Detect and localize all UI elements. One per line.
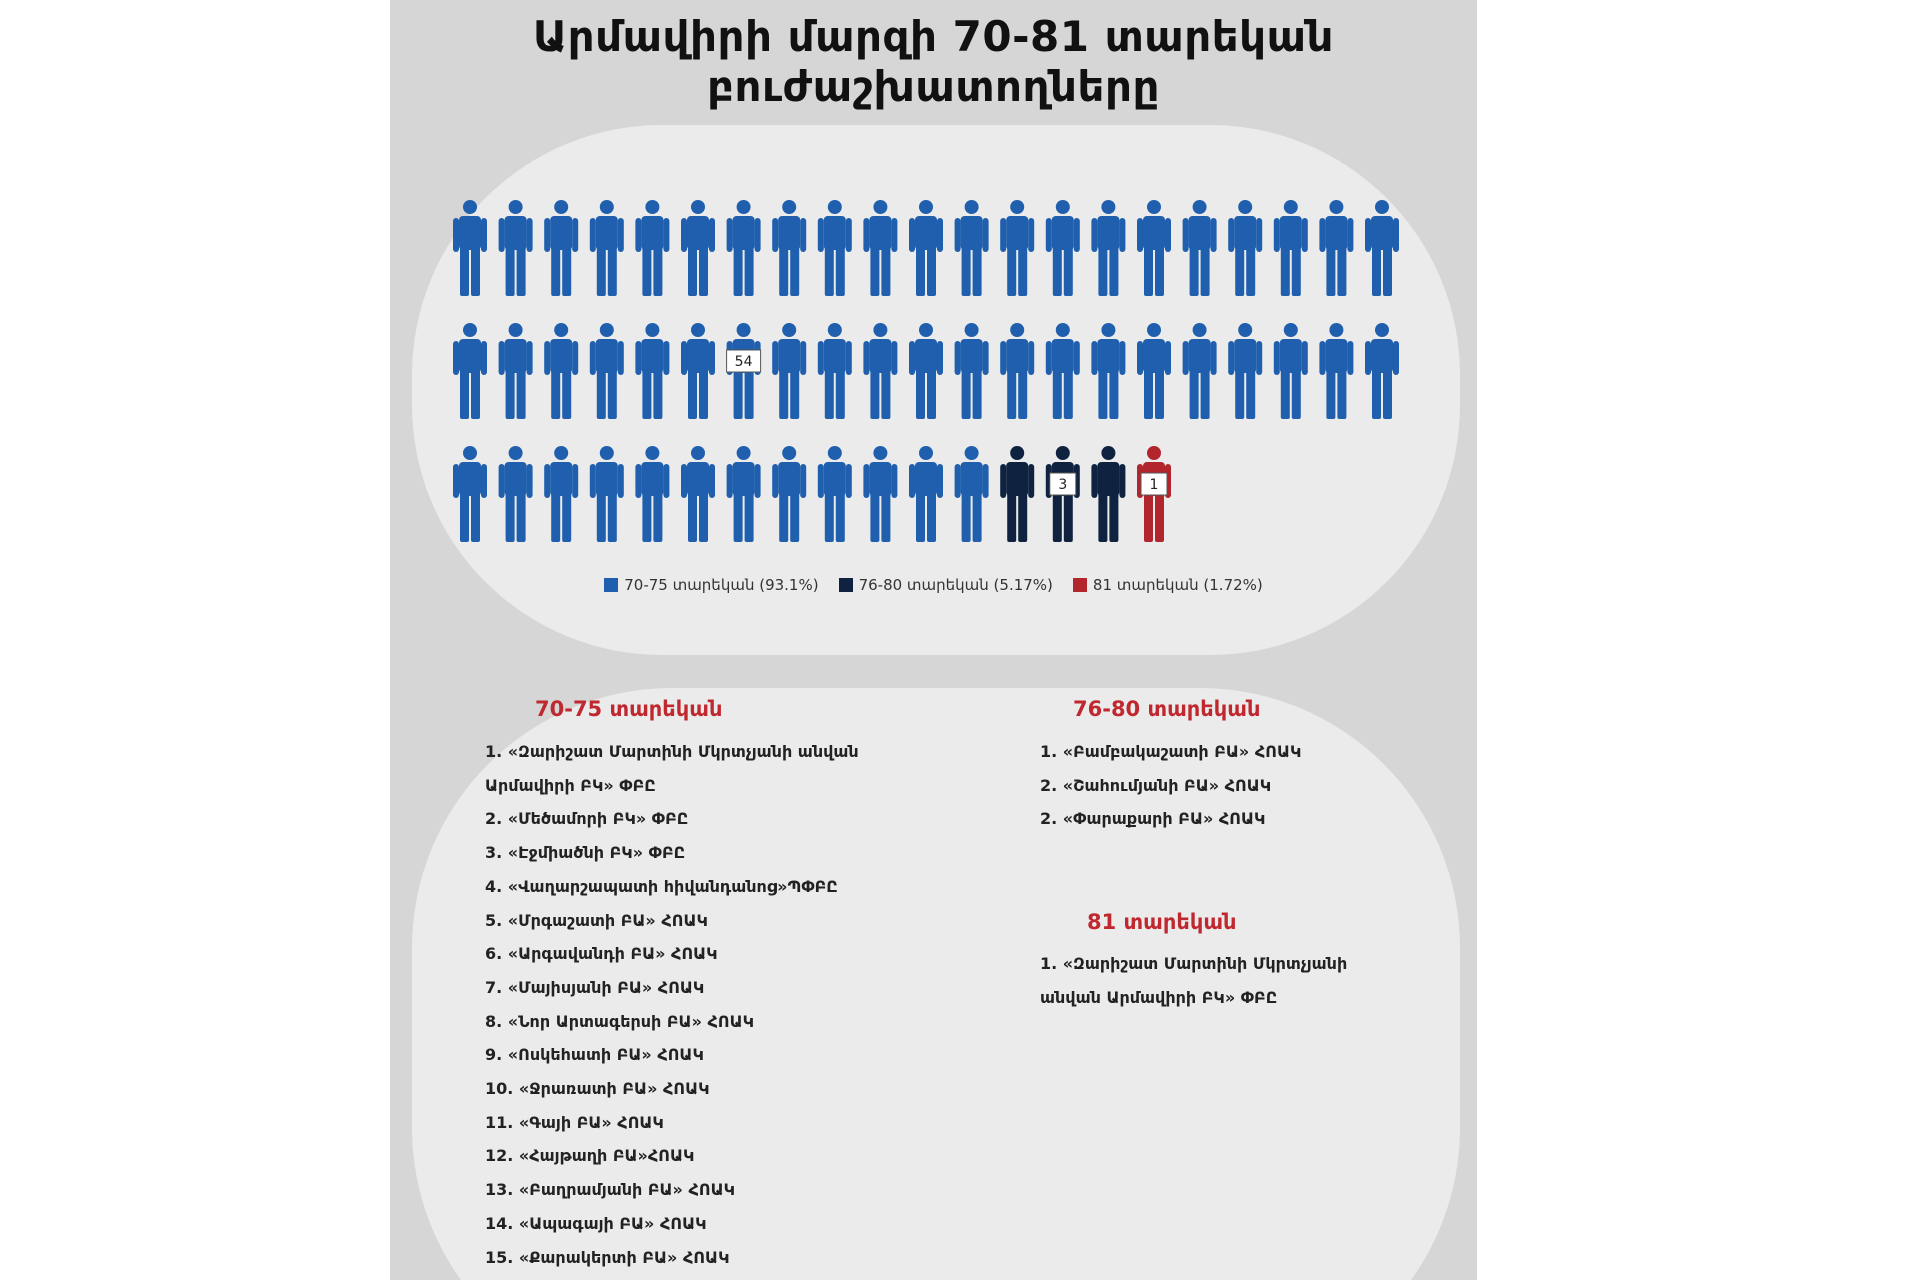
- person-icon: [453, 323, 487, 419]
- list-item: 12. «Հայթաղի ԲԱ»ՀՈԱԿ: [485, 1146, 695, 1166]
- person-icon: [681, 446, 715, 542]
- person-icon: [818, 446, 852, 542]
- person-icon: [818, 323, 852, 419]
- person-icon: [909, 446, 943, 542]
- person-icon: [1046, 200, 1080, 296]
- person-icon: [863, 323, 897, 419]
- person-icon: [453, 200, 487, 296]
- legend-swatch-81: [1073, 578, 1087, 592]
- data-label: [1050, 473, 1076, 495]
- person-icon: [909, 323, 943, 419]
- list-item: 1. «Բամբակաշատի ԲԱ» ՀՈԱԿ: [1040, 742, 1302, 761]
- heading-70-75: 70-75 տարեկան: [535, 697, 723, 721]
- legend-swatch-70-75: [604, 578, 618, 592]
- list-item: 8. «Նոր Արտագերսի ԲԱ» ՀՈԱԿ: [485, 1011, 755, 1031]
- list-item: 3. «Էջմիածնի ԲԿ» ՓԲԸ: [485, 843, 686, 863]
- heading-81: 81 տարեկան: [1087, 910, 1237, 934]
- list-item: 13. «Բաղրամյանի ԲԱ» ՀՈԱԿ: [485, 1180, 735, 1200]
- legend-item-70-75: [604, 576, 818, 594]
- person-icon: [772, 323, 806, 419]
- list-item: 10. «Ջրառատի ԲԱ» ՀՈԱԿ: [485, 1079, 710, 1098]
- person-icon: [499, 446, 533, 542]
- person-icon: [1365, 323, 1399, 419]
- person-icon: [863, 446, 897, 542]
- person-icon: [1183, 323, 1217, 419]
- person-icon: [1274, 323, 1308, 419]
- person-icon: [1137, 323, 1171, 419]
- person-icon: [1365, 200, 1399, 296]
- legend-item-76-80: [839, 576, 1053, 594]
- person-icon: [499, 200, 533, 296]
- list-item: 2. «Շահումյանի ԲԱ» ՀՈԱԿ: [1040, 775, 1272, 795]
- person-icon: [955, 446, 989, 542]
- infographic-panel: [390, 0, 1477, 1280]
- person-icon: [909, 200, 943, 296]
- legend-label-70-75: 70-75 տարեկան (93.1%): [624, 576, 819, 594]
- person-icon: [1137, 200, 1171, 296]
- person-icon: [1228, 200, 1262, 296]
- legend-swatch-76-80: [839, 578, 853, 592]
- person-icon: [453, 446, 487, 542]
- person-icon: [772, 200, 806, 296]
- heading-76-80: 76-80 տարեկան: [1073, 697, 1261, 721]
- person-icon: [1046, 323, 1080, 419]
- person-icon: [635, 446, 669, 542]
- person-icon: [590, 446, 624, 542]
- person-icon: [955, 200, 989, 296]
- list-item: 2. «Մեծամորի ԲԿ» ՓԲԸ: [485, 809, 689, 829]
- person-icon: [590, 200, 624, 296]
- title-line-2: բուժաշխատողները: [707, 62, 1160, 111]
- data-label-text: 54: [734, 354, 753, 370]
- person-icon: [1000, 323, 1034, 419]
- person-icon: [1274, 200, 1308, 296]
- pictogram-chart: [390, 0, 1477, 650]
- person-icon: [1228, 323, 1262, 419]
- person-icon: [727, 446, 761, 542]
- list-item: 15. «Քարակերտի ԲԱ» ՀՈԱԿ: [485, 1247, 730, 1267]
- person-icon: [1000, 446, 1034, 542]
- list-item: 14. «Ապագայի ԲԱ» ՀՈԱԿ: [485, 1213, 707, 1233]
- legend-label-76-80: 76-80 տարեկան (5.17%): [858, 576, 1053, 594]
- list-item: 1. «Զարիշատ Մարտինի Մկրտչյանի: [1040, 954, 1348, 973]
- list-item: 4. «Վաղարշապատի հիվանդանոց»ՊՓԲԸ: [485, 876, 838, 896]
- person-icon: [544, 323, 578, 419]
- list-item: 2. «Փարաքարի ԲԱ» ՀՈԱԿ: [1040, 809, 1266, 829]
- person-icon: [499, 323, 533, 419]
- legend-item-81: [1073, 576, 1263, 594]
- person-icon: [955, 323, 989, 419]
- person-icon: [1183, 200, 1217, 296]
- list-item: 7. «Մայիսյանի ԲԱ» ՀՈԱԿ: [485, 977, 705, 997]
- person-icon: [1091, 323, 1125, 419]
- person-icon: [1000, 200, 1034, 296]
- list-item: 11. «Գայի ԲԱ» ՀՈԱԿ: [485, 1112, 664, 1132]
- data-label-text: 3: [1058, 477, 1068, 493]
- list-item: 6. «Արգավանդի ԲԱ» ՀՈԱԿ: [485, 944, 718, 964]
- person-icon: [727, 200, 761, 296]
- title-line-1: Արմավիրի մարզի 70-81 տարեկան: [532, 12, 1335, 61]
- chart-legend: [390, 576, 1477, 594]
- person-icon: [635, 323, 669, 419]
- person-icon: [681, 200, 715, 296]
- person-icon: [818, 200, 852, 296]
- person-icon: [590, 323, 624, 419]
- data-label: [1141, 473, 1167, 495]
- person-icon: [544, 200, 578, 296]
- data-label: [727, 350, 761, 372]
- person-icon: [772, 446, 806, 542]
- list-item: 9. «Ոսկեհատի ԲԱ» ՀՈԱԿ: [485, 1045, 704, 1065]
- list-item: 5. «Մրգաշատի ԲԱ» ՀՈԱԿ: [485, 910, 708, 930]
- person-icon: [1091, 200, 1125, 296]
- list-item: 1. «Զարիշատ Մարտինի Մկրտչյանի անվան: [485, 742, 859, 761]
- person-icon: [863, 200, 897, 296]
- legend-label-81: 81 տարեկան (1.72%): [1092, 576, 1263, 594]
- person-icon: [544, 446, 578, 542]
- person-icon: [635, 200, 669, 296]
- list-item: անվան Արմավիրի ԲԿ» ՓԲԸ: [1040, 987, 1278, 1007]
- list-item: Արմավիրի ԲԿ» ՓԲԸ: [485, 775, 656, 795]
- data-label-text: 1: [1149, 477, 1159, 493]
- person-icon: [1319, 200, 1353, 296]
- person-icon: [1319, 323, 1353, 419]
- person-icon: [681, 323, 715, 419]
- person-icon: [1091, 446, 1125, 542]
